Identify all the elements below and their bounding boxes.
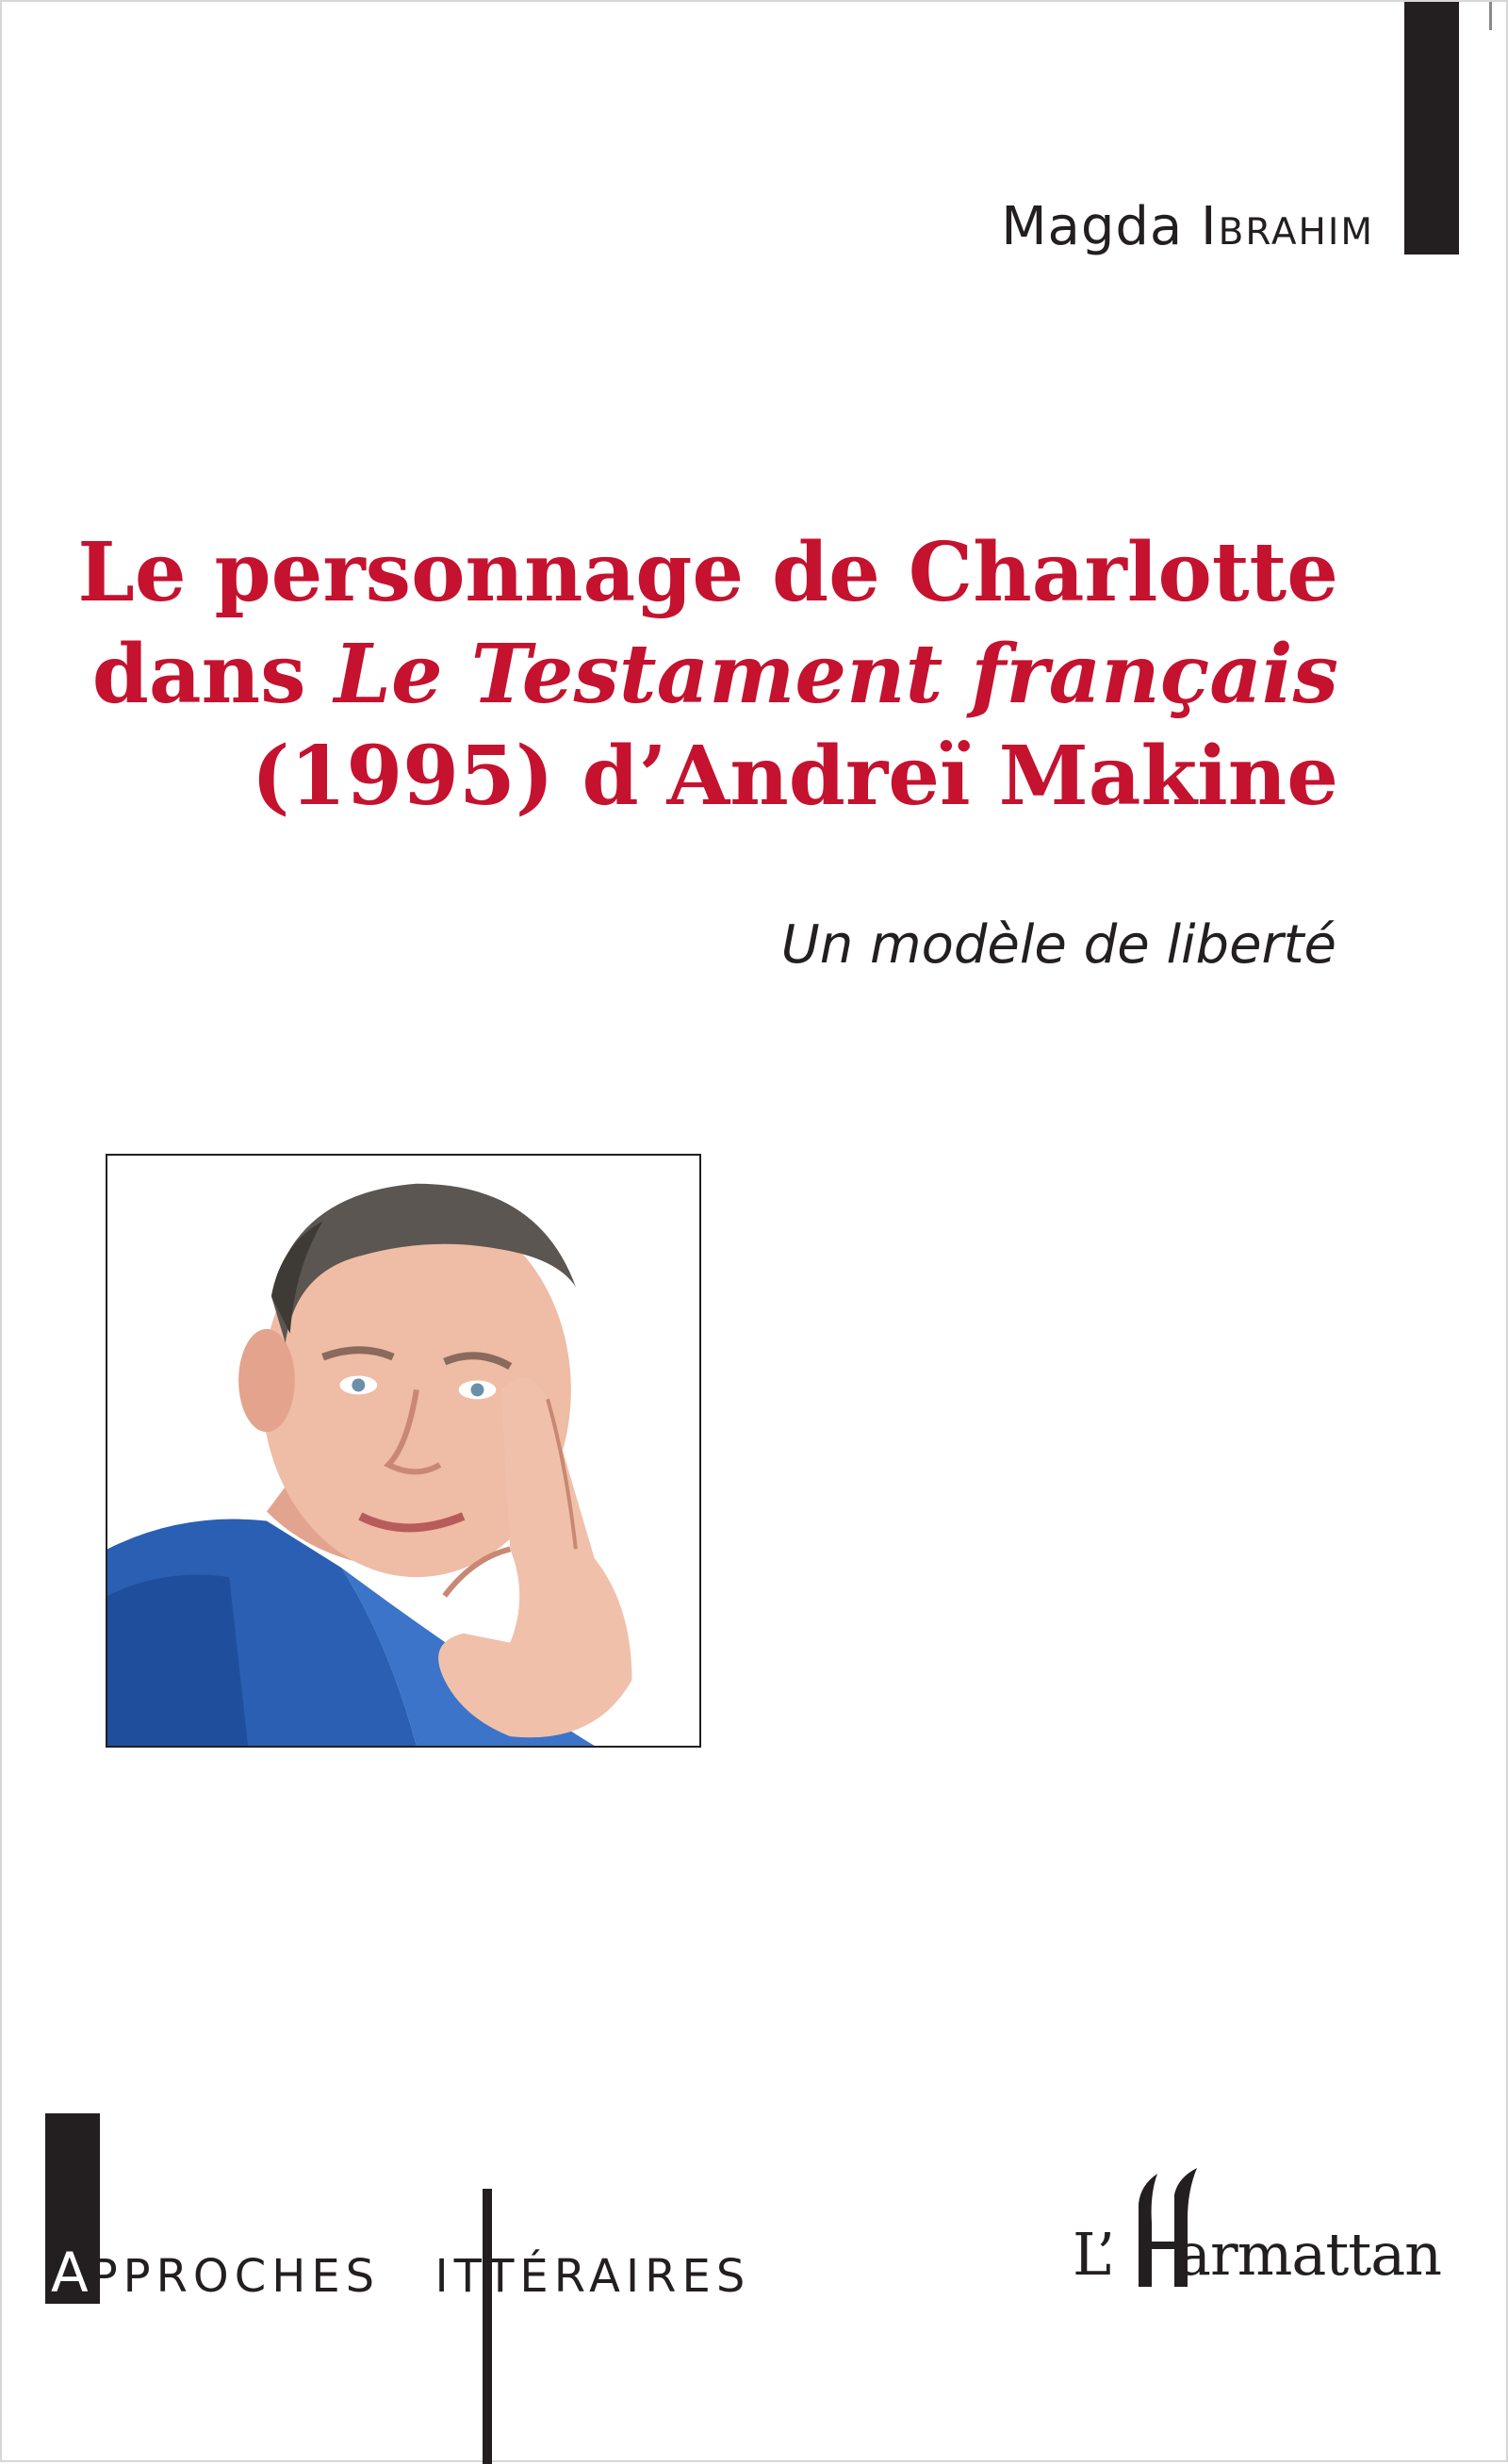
author-portrait-photo (106, 1154, 701, 1748)
author-first-name: Magda (1001, 196, 1184, 257)
publisher-name-rest: armattan (1176, 2220, 1442, 2289)
author-name (1001, 196, 1374, 257)
top-thin-rule (1489, 2, 1492, 30)
title-line-1: Le personnage de Charlotte (77, 525, 1338, 620)
title-line-2-italic: Le Testament français (334, 627, 1338, 722)
author-last-name: Ibrahim (1201, 196, 1374, 257)
publisher-name-prefix: L’ (1073, 2220, 1115, 2289)
collection-divider-bar (483, 2189, 492, 2464)
collection-word-1-rest: PPROCHES (90, 2250, 381, 2303)
collection-word-2-rest: ITTÉRAIRES (434, 2250, 751, 2303)
book-title (19, 522, 1338, 828)
collection-initial-a: A (51, 2241, 90, 2305)
collection-initial-l: L (402, 2241, 435, 2305)
author-portrait-icon (107, 1156, 699, 1746)
title-line-2 (19, 624, 1338, 726)
publisher-name (1073, 2220, 1441, 2289)
top-decorative-bar (1404, 2, 1459, 255)
collection-name (51, 2241, 750, 2305)
title-line-3: (1995) d’Andreï Makine (251, 729, 1338, 824)
publisher-logo (1073, 2166, 1442, 2289)
book-subtitle: Un modèle de liberté (780, 914, 1336, 976)
title-line-2-prefix: dans (91, 627, 335, 722)
